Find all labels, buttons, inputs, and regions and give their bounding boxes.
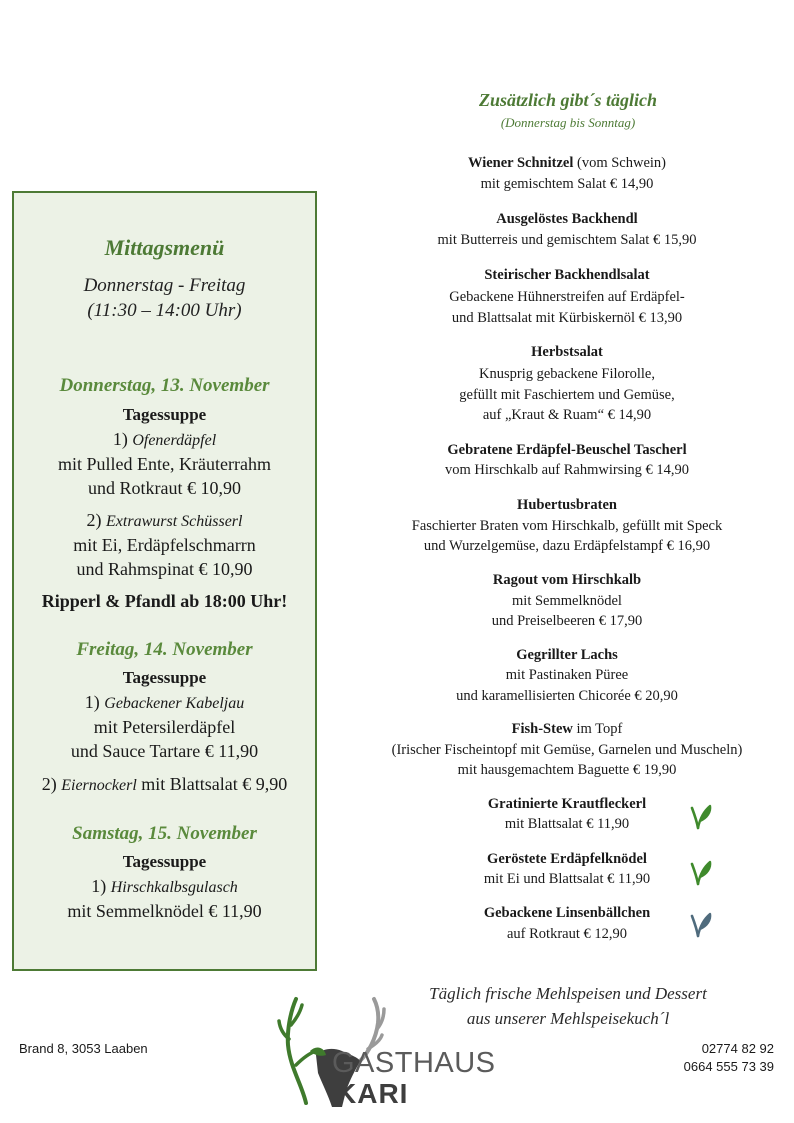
daily-item-desc: mit Butterreis und gemischtem Salat € 15,90 (437, 232, 697, 248)
thursday-heading: Donnerstag, 13. November (59, 375, 270, 396)
daily-item-name: Fish-Stew im Topf (511, 721, 623, 737)
daily-item-name: Steirischer Backhendlsalat (484, 267, 650, 283)
vegetarian-leaf-icon (688, 858, 714, 886)
thursday-dish1-line2: mit Pulled Ente, Kräuterrahm (58, 454, 271, 474)
daily-item-desc: Gebackene Hühnerstreifen auf Erdäpfel- (449, 289, 685, 305)
daily-subtitle: (Donnerstag bis Sonntag) (500, 115, 636, 130)
daily-item-desc: mit Pastinaken Püree (505, 667, 629, 683)
lunch-menu-box (12, 191, 317, 971)
friday-dish2-name: Eiernockerl (61, 777, 137, 794)
daily-item-desc: mit gemischtem Salat € 14,90 (480, 176, 654, 192)
daily-item-name: Hubertusbraten (517, 497, 617, 513)
saturday-dish1-name: Hirschkalbsgulasch (110, 879, 238, 896)
phone-mobile: 0664 555 73 39 (683, 1059, 774, 1074)
daily-footer-line1: Täglich frische Mehlspeisen und Dessert (429, 984, 707, 1003)
friday-soup: Tagessuppe (122, 668, 207, 687)
thursday-dish1-line3: und Rotkraut € 10,90 (88, 478, 241, 498)
daily-item-name: Gebackene Linsenbällchen (483, 905, 651, 921)
phone-landline: 02774 82 92 (701, 1041, 774, 1056)
daily-item-desc: auf „Kraut & Ruam“ € 14,90 (482, 407, 652, 423)
daily-item-desc: und Blattsalat mit Kürbiskernöl € 13,90 (451, 310, 683, 326)
daily-item-desc: mit Blattsalat € 11,90 (504, 816, 630, 832)
thursday-special: Ripperl & Pfandl ab 18:00 Uhr! (41, 591, 288, 611)
thursday-dish2-title: 2) Extrawurst Schüsserl (86, 510, 243, 530)
saturday-dish1-title: 1) Hirschkalbsgulasch (91, 876, 238, 896)
daily-item-name: Gegrillter Lachs (516, 647, 618, 663)
daily-item-name: Gebratene Erdäpfel-Beuschel Tascherl (447, 442, 687, 458)
saturday-soup: Tagessuppe (122, 852, 207, 871)
thursday-dish2-line2: mit Ei, Erdäpfelschmarrn (73, 535, 256, 555)
friday-dish1-name: Gebackener Kabeljau (104, 695, 245, 712)
friday-dish1-line2: mit Petersilerdäpfel (93, 717, 236, 737)
daily-item-desc: (Irischer Fischeintopf mit Gemüse, Garnelen und Muscheln) (391, 742, 743, 758)
daily-item-desc: mit Ei und Blattsalat € 11,90 (483, 871, 651, 887)
thursday-soup: Tagessuppe (122, 405, 207, 424)
lunch-title: Mittagsmenü (104, 235, 225, 260)
daily-item-desc: mit Semmelknödel (512, 593, 622, 609)
address: Brand 8, 3053 Laaben (19, 1041, 148, 1056)
daily-item-desc: und Wurzelgemüse, dazu Erdäpfelstampf € 16,90 (423, 538, 711, 554)
thursday-dish2-name: Extrawurst Schüsserl (106, 513, 243, 530)
daily-title: Zusätzlich gibt´s täglich (478, 90, 658, 110)
lunch-days-range: Donnerstag - Freitag (83, 275, 246, 296)
daily-item-desc: und karamellisierten Chicorée € 20,90 (456, 688, 678, 704)
daily-item-name: Ragout vom Hirschkalb (492, 572, 642, 588)
friday-heading: Freitag, 14. November (76, 639, 253, 660)
friday-dish1-line3: und Sauce Tartare € 11,90 (70, 741, 259, 761)
daily-footer-line2: aus unserer Mehlspeisekuch´l (466, 1009, 670, 1028)
daily-item-desc: und Preiselbeeren € 17,90 (491, 613, 643, 629)
thursday-dish1-title: 1) Ofenerdäpfel (112, 429, 217, 449)
logo-wordmark-gasthaus: GASTHAUS (332, 1047, 496, 1079)
thursday-dish1-name: Ofenerdäpfel (132, 432, 217, 449)
daily-item-name: Geröstete Erdäpfelknödel (487, 851, 647, 867)
daily-item-desc: Faschierter Braten vom Hirschkalb, gefüllt mit Speck (411, 518, 723, 534)
friday-dish1-title: 1) Gebackener Kabeljau (84, 692, 245, 712)
logo-wordmark-kari: KARI (336, 1078, 409, 1109)
daily-item-desc: mit hausgemachtem Baguette € 19,90 (457, 762, 677, 778)
vegetarian-leaf-icon (688, 802, 714, 830)
vegan-leaf-icon (688, 910, 714, 938)
daily-item-name: Wiener Schnitzel (vom Schwein) (467, 155, 666, 171)
daily-item-name: Herbstsalat (531, 344, 603, 360)
thursday-dish2-line3: und Rahmspinat € 10,90 (76, 559, 253, 579)
daily-item-desc: auf Rotkraut € 12,90 (506, 926, 627, 942)
saturday-heading: Samstag, 15. November (72, 823, 257, 844)
daily-item-name: Ausgelöstes Backhendl (496, 211, 638, 227)
daily-item-desc: Knusprig gebackene Filorolle, (479, 366, 655, 382)
friday-dish2: 2) Eiernockerl mit Blattsalat € 9,90 (41, 774, 288, 794)
saturday-dish1-line2: mit Semmelknödel € 11,90 (67, 901, 262, 921)
lunch-hours: (11:30 – 14:00 Uhr) (87, 300, 242, 321)
daily-item-desc: vom Hirschkalb auf Rahmwirsing € 14,90 (444, 462, 690, 478)
daily-item-desc: gefüllt mit Faschiertem und Gemüse, (459, 387, 675, 403)
daily-item-name: Gratinierte Krautfleckerl (487, 796, 647, 812)
